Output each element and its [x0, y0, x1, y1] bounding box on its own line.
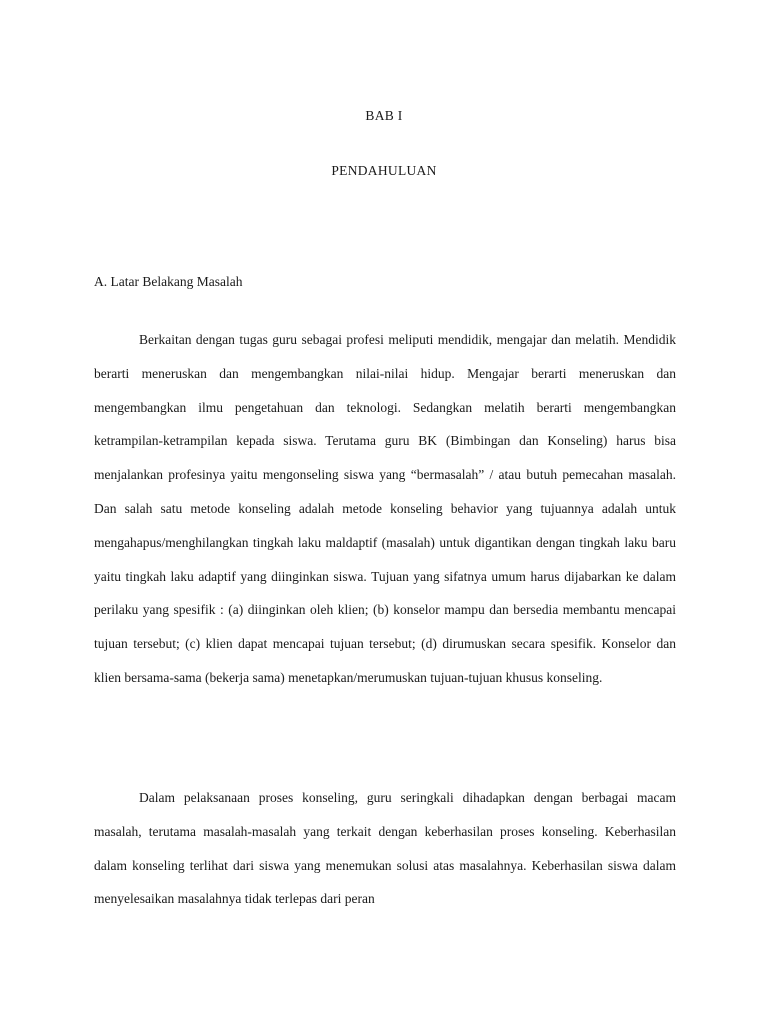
chapter-title: PENDAHULUAN	[331, 163, 437, 178]
body-paragraph-1: Berkaitan dengan tugas guru sebagai profesi meliputi mendidik, mengajar dan melatih. Mendidik berarti meneruskan dan mengembangkan nilai-nilai hidup. Mengajar berarti meneruskan dan mengembangkan ilmu pengetahuan dan teknologi. Sedangkan melatih berarti mengembangkan ketrampilan-ketrampilan kepada siswa. Terutama guru BK (Bimbingan dan Konseling) harus bisa menjalankan profesinya yaitu mengonseling siswa yang “bermasalah” / atau butuh pemecahan masalah. Dan salah satu metode konseling adalah metode konseling behavior yang tujuannya adalah untuk mengahapus/menghilangkan tingkah laku maldaptif (masalah) untuk digantikan dengan tingkah laku baru yaitu tingkah laku adaptif yang diinginkan siswa. Tujuan yang sifatnya umum harus dijabarkan ke dalam perilaku yang spesifik : (a) diinginkan oleh klien; (b) konselor mampu dan bersedia membantu mencapai tujuan tersebut; (c) klien dapat mencapai tujuan tersebut; (d) dirumuskan secara spesifik. Konselor dan klien bersama-sama (bekerja sama) menetapkan/merumuskan tujuan-tujuan khusus konseling.	[94, 332, 676, 685]
chapter-number: BAB I	[365, 108, 403, 123]
body-paragraph-2: Dalam pelaksanaan proses konseling, guru seringkali dihadapkan dengan berbagai macam masalah, terutama masalah-masalah yang terkait dengan keberhasilan proses konseling. Keberhasilan dalam konseling terlihat dari siswa yang menemukan solusi atas masalahnya. Keberhasilan siswa dalam menyelesaikan masalahnya tidak terlepas dari peran	[94, 790, 676, 907]
section-heading: A. Latar Belakang Masalah	[94, 274, 243, 289]
